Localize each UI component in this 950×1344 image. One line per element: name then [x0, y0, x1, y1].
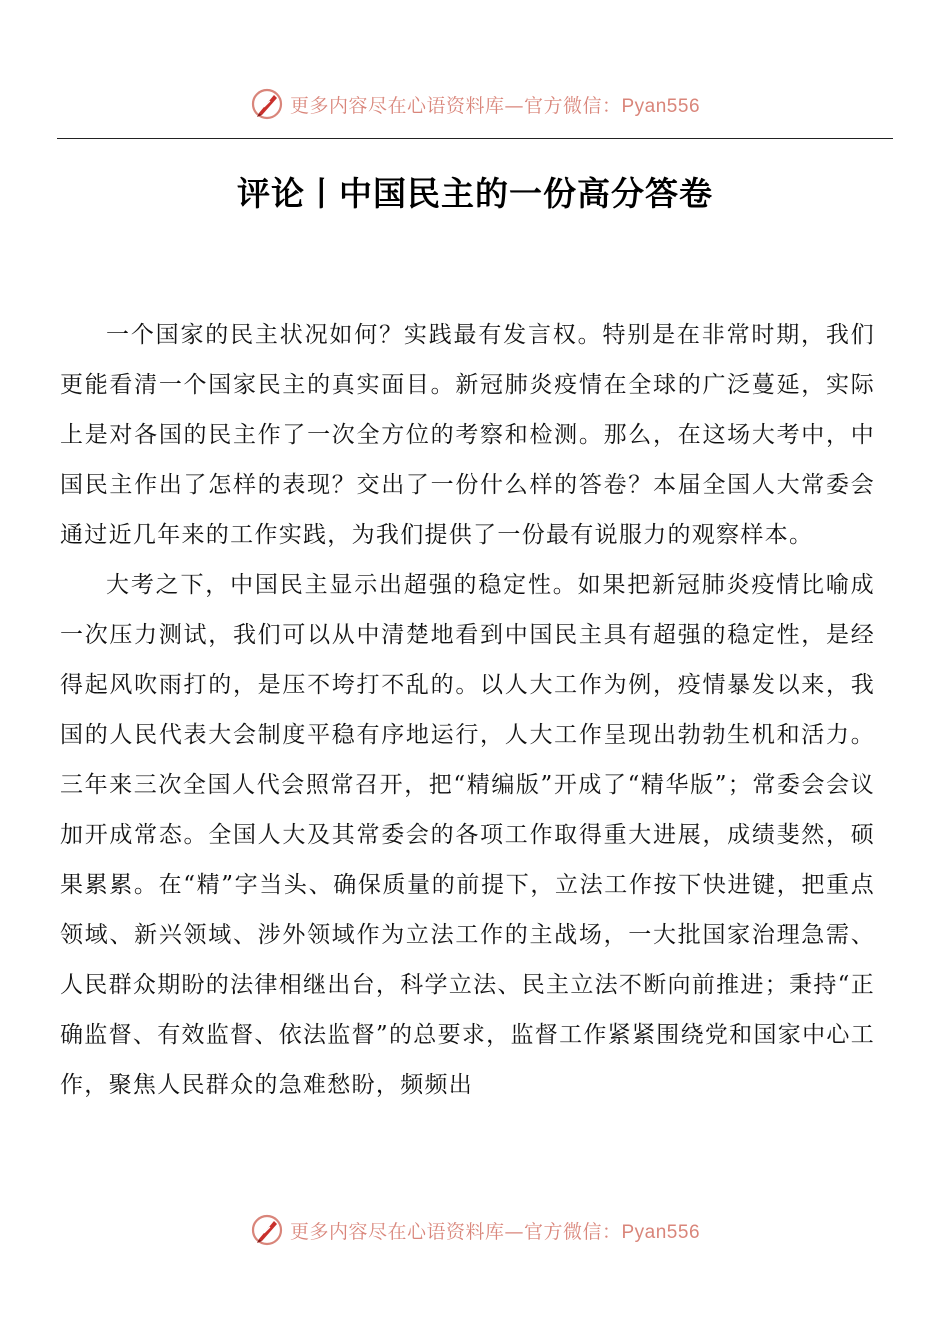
wechat-id: Pyan556 [621, 95, 701, 117]
quill-logo-icon [250, 1213, 284, 1247]
quill-logo-icon [250, 87, 284, 121]
paragraph-2: 大考之下，中国民主显示出超强的稳定性。如果把新冠肺炎疫情比喻成一次压力测试，我们可以从中清楚地看到中国民主具有超强的稳定性，是经得起风吹雨打的，是压不垮打不乱的。以人大工作为例，疫情暴发以来，我国的人民代表大会制度平稳有序地运行，人大工作呈现出勃勃生机和活力。三年来三次全国人代会照常召开，把“精编版”开成了“精华版”；常委会会议加开成常态。全国人大及其常委会的各项工作取得重大进展，成绩斐然，硕果累累。在“精”字当头、确保质量的前提下，立法工作按下快进键，把重点领域、新兴领域、涉外领域作为立法工作的主战场，一大批国家治理急需、人民群众期盼的法律相继出台，科学立法、民主立法不断向前推进；秉持“正确监督、有效监督、依法监督”的总要求，监督工作紧紧围绕党和国家中心工作，聚焦人民群众的急难愁盼，频频出 [60, 572, 875, 1098]
article-body [60, 310, 875, 1110]
header-divider [57, 138, 893, 139]
watermark-text: 更多内容尽在心语资料库—官方微信：Pyan556 [289, 94, 701, 117]
header-watermark [0, 84, 950, 124]
wechat-id: Pyan556 [621, 1221, 701, 1243]
footer-watermark [0, 1210, 950, 1250]
article-title: 评论丨中国民主的一份高分答卷 [237, 174, 713, 213]
watermark-text: 更多内容尽在心语资料库—官方微信：Pyan556 [289, 1220, 701, 1243]
paragraph-1: 一个国家的民主状况如何？实践最有发言权。特别是在非常时期，我们更能看清一个国家民主的真实面目。新冠肺炎疫情在全球的广泛蔓延，实际上是对各国的民主作了一次全方位的考察和检测。那么，在这场大考中，中国民主作出了怎样的表现？交出了一份什么样的答卷？本届全国人大常委会通过近几年来的工作实践，为我们提供了一份最有说服力的观察样本。 [60, 322, 875, 548]
